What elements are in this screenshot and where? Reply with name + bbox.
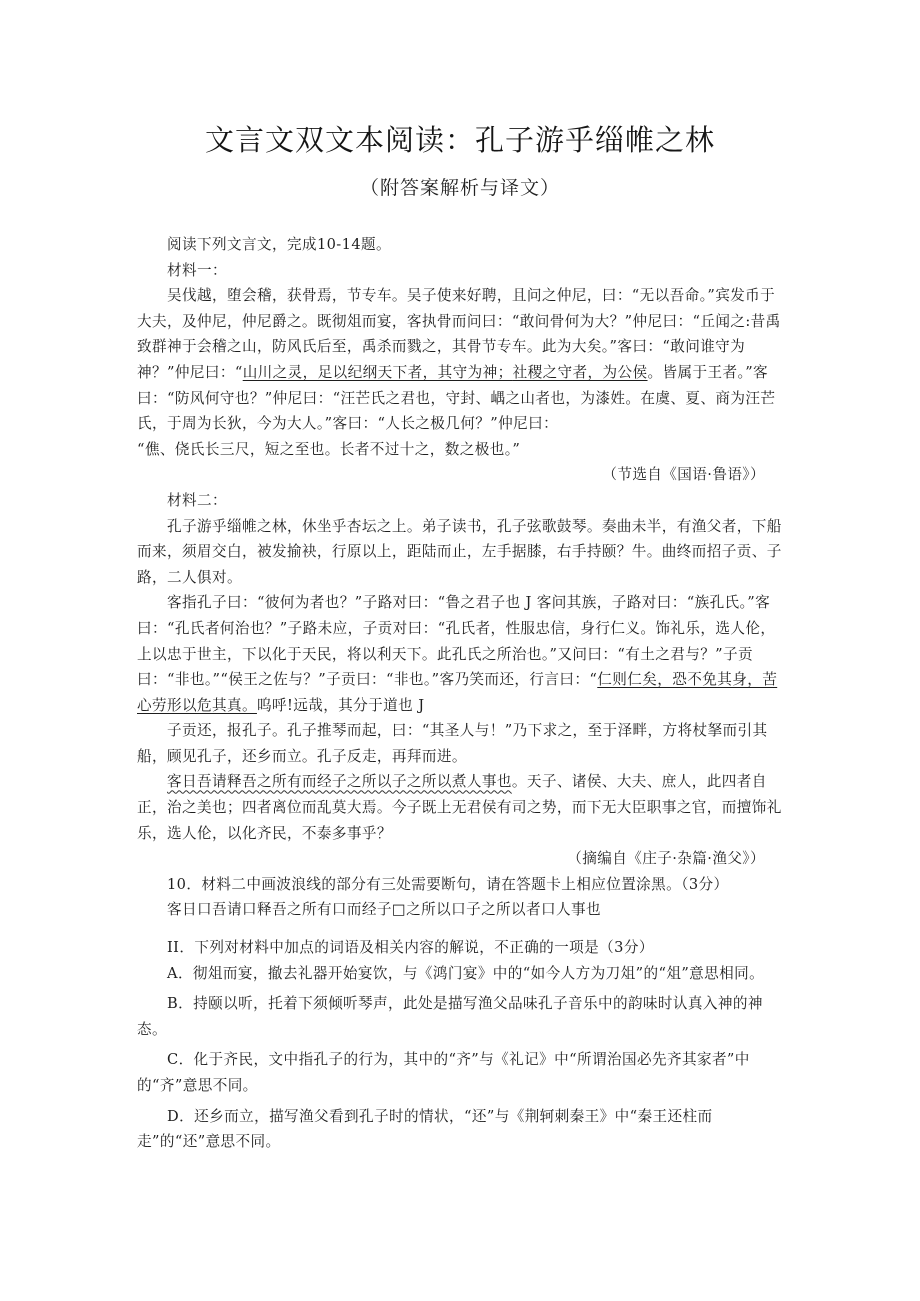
text-run: 吴伐越，堕会稽，获骨焉，节专车。吴子使来好聘，且问之仲尼，曰：“无以吾命。”宾发币于大夫，及仲尼，仲尼爵之。既彻俎而宴，客执骨而问曰：“敢问骨何为大？”仲尼曰：“丘闻之:昔禹致群神于会稽之山，防风氏后至，禹杀而戮之，其骨节专车。此为大矣。”客曰：“敢问谁守为神？”仲尼曰：“ [137, 287, 781, 381]
option-b: B．持颐以听，托着下须倾听琴声，此处是描写渔父品味孔子音乐中的韵味时认真入神的神态。 [137, 995, 763, 1038]
material2-label: 材料二： [167, 491, 227, 509]
wavy-underlined-sentence: 客日吾请释吾之所有而经子之所以子之所以煮人事也 [167, 773, 512, 791]
text-run: 。皆属于王者。”客曰：“防风何守也？”仲尼曰：“汪芒氏之君也，守封、嵎之山者也，为漆姓。在虞、夏、商为汪芒氏，于周为长狄，今为大人。”客曰：“人长之极几何？”仲尼曰： [137, 363, 776, 433]
text-run: 。天子、诸侯、大夫、庶人，此四者自正，治之美也；四者离位而乱莫大焉。今子既上无君侯有司之势，而下无大臣职事之官，而擅饰礼乐，选人伦，以化齐民，不泰多事乎？ [137, 773, 782, 842]
material2-paragraph-2 [137, 590, 787, 718]
material1-source: （节选自《国语·鲁语》） [602, 466, 765, 484]
option-a: A．彻俎而宴，撤去礼器开始宴饮，与《鸿门宴》中的“如今人方为刀俎”的“俎”意思相同。 [167, 964, 765, 982]
document-body [137, 232, 787, 1155]
underlined-sentence: 社稷之守者，为公侯 [512, 363, 648, 381]
material1-label: 材料一： [167, 261, 227, 279]
material2-paragraph-4 [137, 769, 787, 846]
question-11-stem: II．下列对材料中加点的词语及相关内容的解说，不正确的一项是（3分） [167, 939, 654, 957]
material2-source: （摘编自《庄子·杂篇·渔父》） [567, 850, 765, 868]
underlined-sentence: 仁则仁矣，恐不免其身，苦心劳形以危其真。 [137, 671, 778, 714]
material1-paragraph-1 [137, 283, 787, 437]
page-subtitle: （附答案解析与译文） [359, 177, 560, 199]
text-run: 客指孔子曰：“彼何为者也？”子路对曰：“鲁之君子也 J 客问其族，子路对曰：“族孔氏。”客曰：“孔氏者何治也？”子路未应，子贡对曰：“孔氏者，性服忠信，身行仁义。饰礼乐，选人伦，上以忠于世主，下以化于天民，将以利天下。此孔氏之所治也。”又问曰：“有土之君与？”子贡曰：“非也。”“侯王之佐与？”子贡曰：“非也。”客乃笑而还，行言曰：“ [137, 594, 776, 689]
page-title: 文言文双文本阅读：孔子游乎缁帷之林 [204, 123, 715, 157]
underlined-sentence: 山川之灵，足以纪纲天下者，其守为神； [242, 363, 513, 381]
reading-instruction: 阅读下列文言文，完成10-14题。 [167, 236, 391, 253]
material1-paragraph-2: “僬、侥氏长三尺，短之至也。长者不过十之，数之极也。” [137, 440, 521, 458]
question-10-stem: 10．材料二中画波浪线的部分有三处需要断句，请在答题卡上相应位置涂黑。（3分） [167, 875, 729, 893]
question-10-text: 客日口吾请口释吾之所有口而经子□之所以口子之所以者口人事也 [167, 901, 602, 919]
option-c: C．化于齐民，文中指孔子的行为，其中的“齐”与《礼记》中“所谓治国必先齐其家者”中的“齐”意思不同。 [137, 1051, 750, 1094]
option-d: D．还乡而立，描写渔父看到孔子时的情状，“还”与《荆轲刺秦王》中“秦王还柱而走”的“还”意思不同。 [137, 1107, 713, 1151]
material2-paragraph-1: 孔子游乎缁帷之林，休坐乎杏坛之上。弟子读书，孔子弦歌鼓琴。奏曲未半，有渔父者，下船而来，须眉交白，被发揄袂，行原以上，距陆而止，左手据膝，右手持颐？牛。曲终而招子贡、子路，二人俱对。 [137, 517, 782, 586]
text-run: 呜呼!远哉，其分于道也 J [256, 696, 425, 714]
material2-paragraph-3: 子贡还，报孔子。孔子推琴而起，曰：“其圣人与！”乃下求之，至于泽畔，方将杖拏而引其船，顾见孔子，还乡而立。孔子反走，再拜而进。 [137, 722, 768, 765]
